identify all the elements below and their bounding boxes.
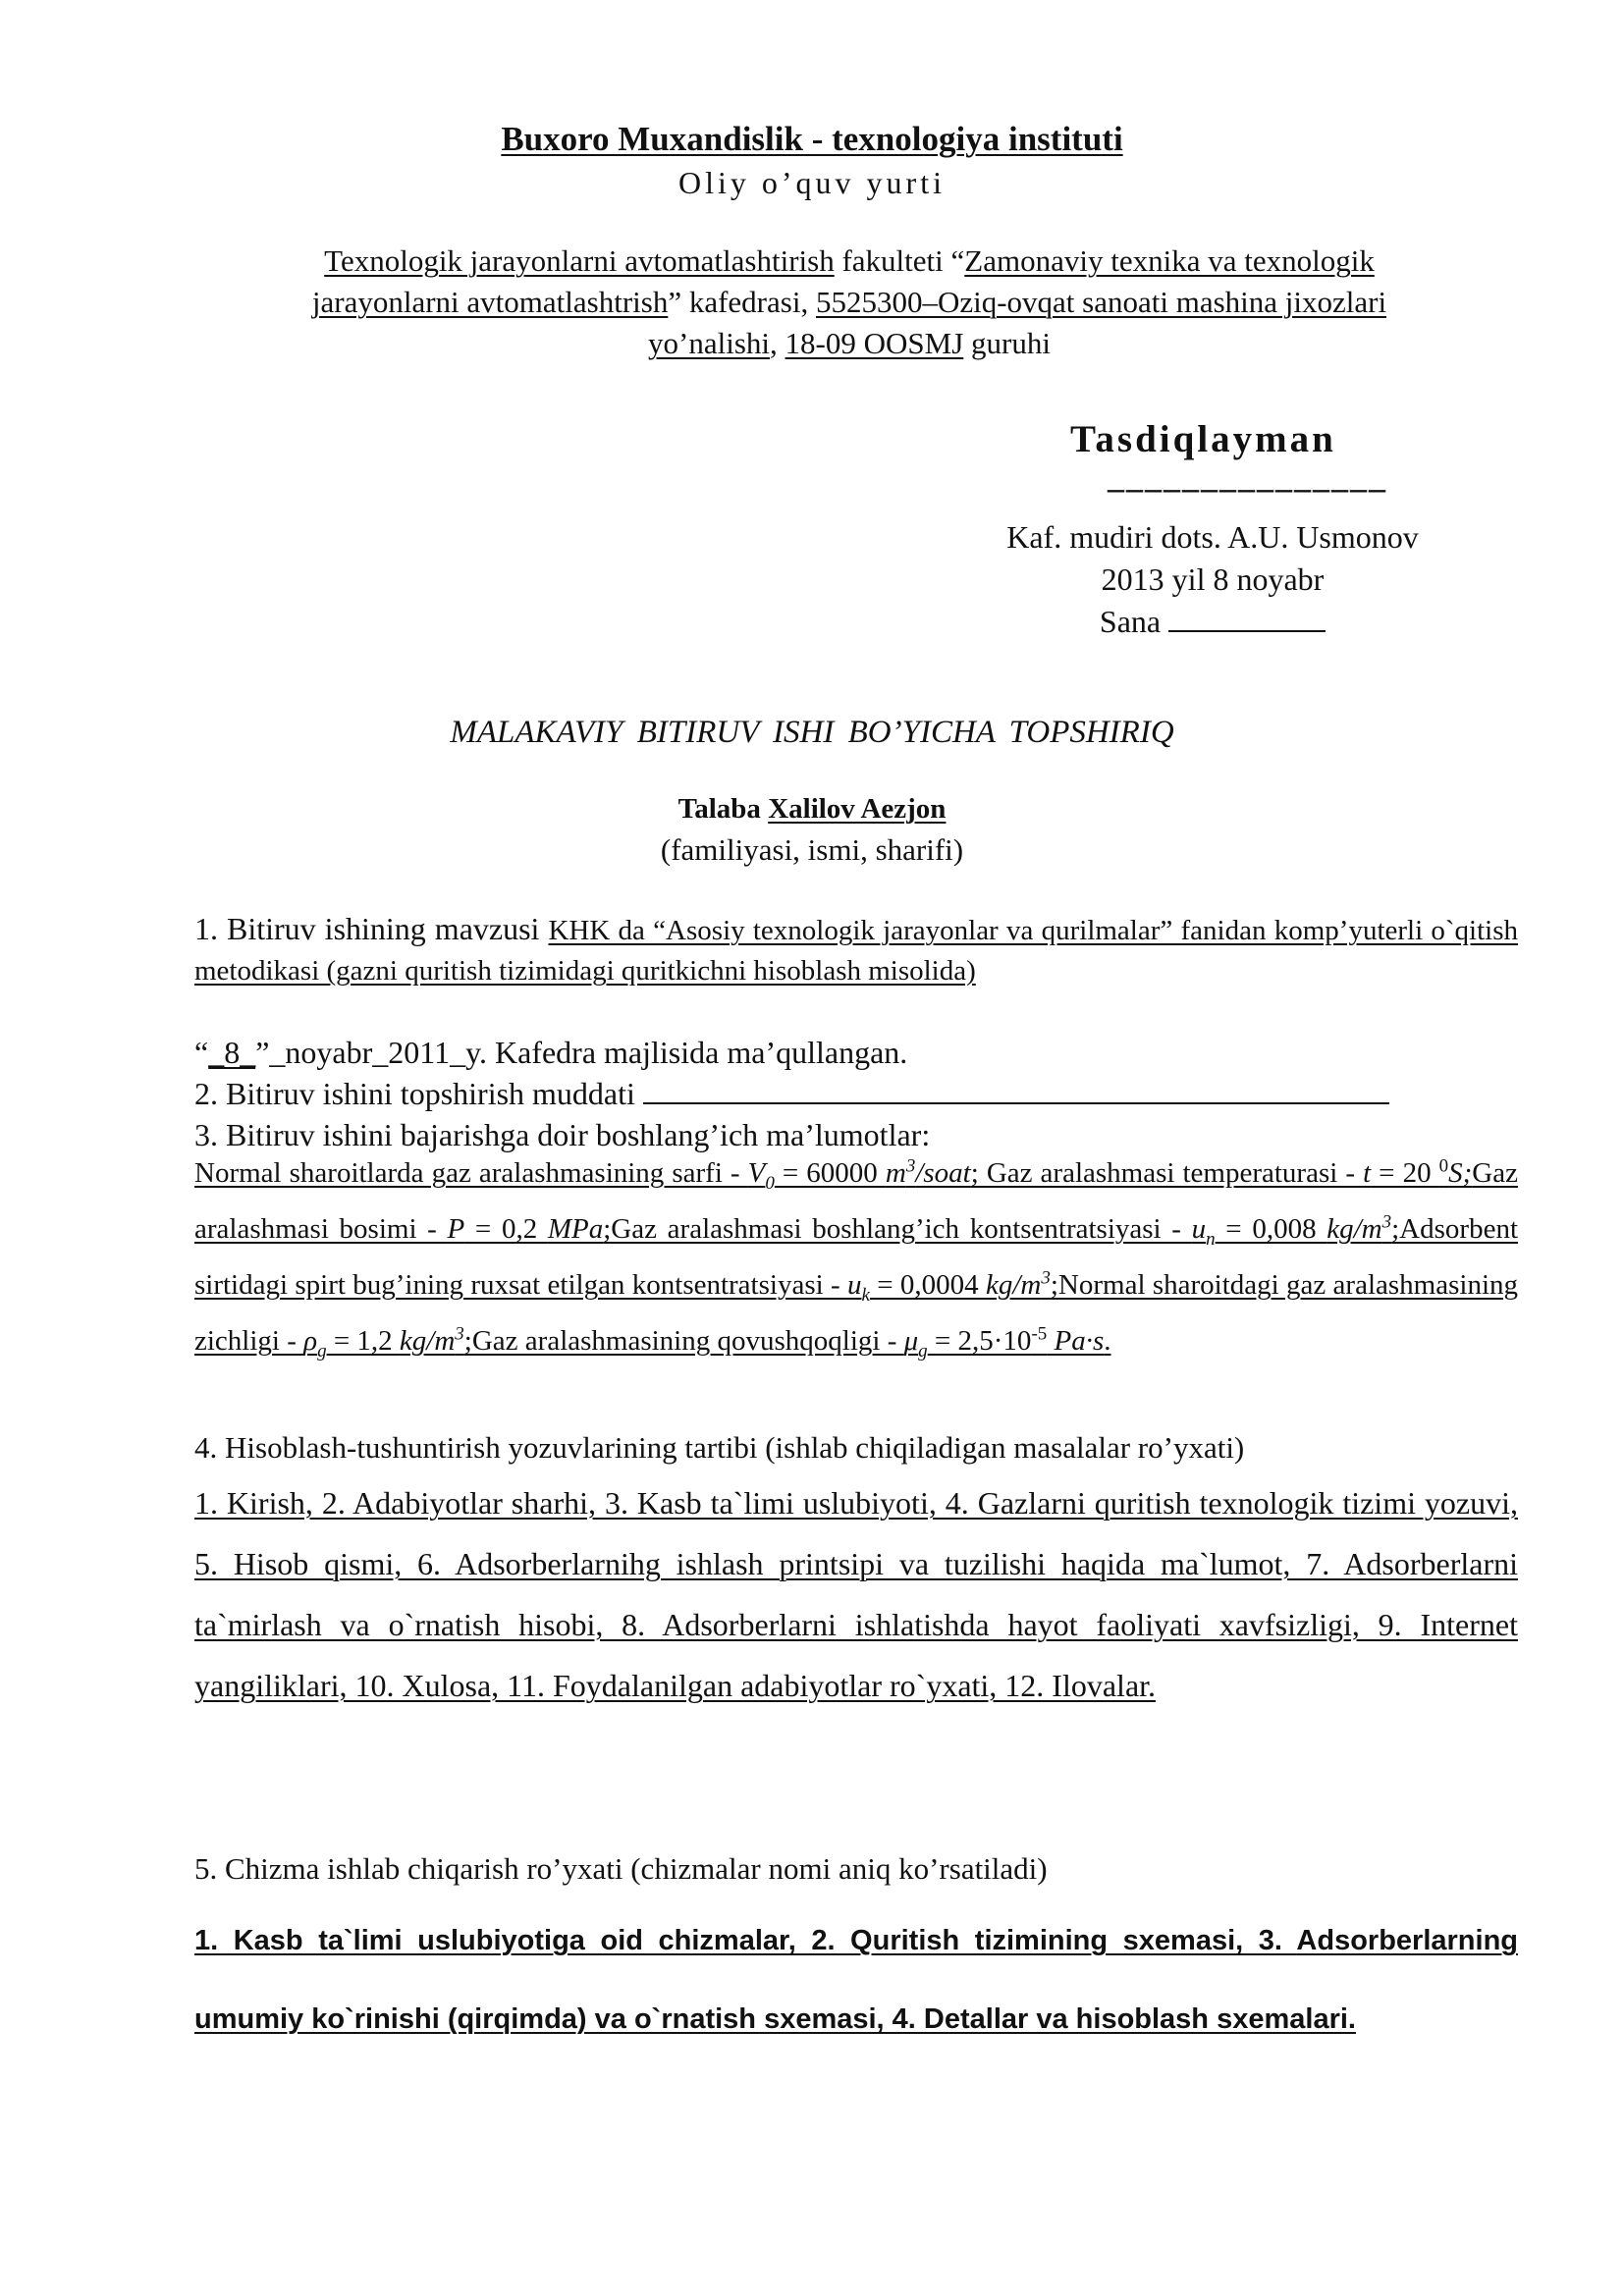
sec3-rho-value: = 1,2 (326, 1325, 400, 1357)
student-caption: (familiyasi, ismi, sharifi) (660, 832, 964, 867)
sec3-uk-symbol: u (846, 1269, 862, 1301)
student-block (0, 788, 1624, 871)
sec3-uk-sub: k (861, 1284, 870, 1306)
specialty: 5525300–Oziq-ovqat sanoati mashina jixozlari (815, 285, 1387, 319)
institute-name-text: Buxoro Muxandislik - texnologiya instituti (501, 120, 1123, 158)
sec3-un-symbol: u (1191, 1213, 1207, 1245)
sec3-text-8: . (1104, 1325, 1111, 1357)
group-code: 18-09 OOSMJ (785, 326, 964, 360)
sec3-rho-sup: 3 (455, 1323, 464, 1345)
sana-field (1168, 607, 1326, 632)
sec3-mu-sup: -5 (1031, 1323, 1048, 1345)
sec3-un-value: = 0,008 (1215, 1213, 1327, 1245)
section-5-content-b: Adsorberlarning umumiy ko`rinishi (qirqimda) va o`rnatish sxemasi, 4. Detallar va hisoblash sxemalari. (194, 1925, 1518, 2035)
sec3-v0-unit-sup: 3 (905, 1155, 916, 1177)
sec3-text-6: ;Normal sharoitdagi gaz aralashmasining zichligi - (194, 1269, 1519, 1357)
approved-day: _8_ (208, 1035, 256, 1070)
section-2 (194, 1073, 1518, 1114)
section-4-lead: 4. Hisoblash-tushuntirish yozuvlarining tartibi (ishlab chiqiladigan masalalar ro’yxati) (194, 1430, 1245, 1465)
institute-name (0, 120, 1624, 159)
sec3-v0-value: = 60000 (774, 1157, 886, 1189)
sec3-mu-unit: Pa·s (1054, 1325, 1105, 1357)
sec3-rho-unit: kg/m (399, 1325, 456, 1357)
section-5-content (194, 1901, 1518, 2058)
document-title: MALAKAVIY BITIRUV ISHI BO’YICHA TOPSHIRIQ (450, 715, 1174, 750)
sana-row (967, 601, 1458, 643)
section-3-data (194, 1146, 1518, 1369)
sec3-t-symbol: t (1363, 1157, 1372, 1189)
sec3-text-7: ;Gaz aralashmasining qovushqoqligi - (463, 1325, 904, 1357)
specialty-2: yo’nalishi (648, 326, 771, 360)
student-row (0, 788, 1624, 829)
approval-title: Tasdiqlayman (1070, 418, 1336, 460)
sec3-un-unit: kg/m (1326, 1213, 1382, 1245)
sec3-uk-unit: kg/m (985, 1269, 1042, 1301)
section-5-content-a: 1. Kasb ta`limi uslubiyotiga oid chizmalar, 2. Quritish tizimining sxemasi, 3. (194, 1925, 1297, 1956)
sec3-v0-unit-rest: /soat (915, 1157, 971, 1189)
section-4-content: 1. Kirish, 2. Adabiyotlar sharhi, 3. Kasb ta`limi uslubiyoti, 4. Gazlarni quritish texnologik tizimi yozuvi, 5. Hisob qismi, 6. Adsorberlarnihg ishlash printsipi va tuzilishi haqida ma`lumot, 7. Adsorberlarni ta`mirlash va o`rnatish hisobi, 8. Adsorberlarni ishlatishda hayot faoliyati xavfsizligi, 9. Internet yangiliklari, 10. Xulosa, 11. Foydalanilgan adabiyotlar ro`yxati, 12. Ilovalar. (194, 1485, 1518, 1703)
section-3-lead: 3. Bitiruv ishini bajarishga doir boshlang’ich ma’lumotlar: (194, 1117, 931, 1152)
approval-block (967, 516, 1458, 643)
section-5-lead: 5. Chizma ishlab chiqarish ro’yxati (chizmalar nomi aniq ko’rsatiladi) (194, 1851, 1048, 1886)
sec3-v0-sub: 0 (765, 1172, 775, 1194)
section-1-lead: 1. Bitiruv ishining mavzusi (194, 911, 549, 946)
approval-date: 2013 yil 8 noyabr (1101, 561, 1325, 597)
sec3-text-3: Gaz aralashmasi bosimi - (194, 1157, 1518, 1245)
sec3-un-sub: n (1206, 1228, 1216, 1250)
student-name: Xalilov Aezjon (768, 793, 947, 825)
faculty-block (231, 240, 1468, 364)
university-type: Oliy o’quv yurti (678, 165, 946, 200)
sec3-v0-symbol: V (747, 1157, 766, 1189)
approved-line (194, 1032, 1518, 1073)
group-word: guruhi (963, 326, 1051, 360)
department-name-1: Zamonaviy texnika va texnologik (964, 243, 1375, 278)
signature-line: _______________ (1108, 459, 1387, 496)
sec3-v0-unit: m (885, 1157, 906, 1189)
sec3-text-4: ;Gaz aralashmasi boshlang’ich kontsentratsiyasi - (603, 1213, 1192, 1245)
sec3-mu-sub: g (918, 1340, 928, 1362)
department-head: Kaf. mudiri dots. A.U. Usmonov (1006, 519, 1419, 555)
sec3-p-unit: MPa (547, 1213, 604, 1245)
sec3-rho-symbol: ρ (303, 1325, 318, 1357)
sec3-text-1: Normal sharoitlarda gaz aralashmasining sarfi - (194, 1157, 748, 1189)
section-1-topic: KHK da “Asosiy texnologik jarayonlar va qurilmalar” fanidan komp’yuterli o`qitish metodikasi (gazni quritish tizimidagi quritkichni hisoblash misolida) (194, 915, 1519, 987)
sec3-t-value: = 20 (1371, 1157, 1439, 1189)
approved-rest: ”_noyabr_2011_y. Kafedra majlisida ma’qullangan. (255, 1035, 908, 1070)
department-word: ” kafedrasi, (668, 285, 816, 319)
sec3-un-sup: 3 (1381, 1211, 1392, 1233)
sections-2-3-head (194, 1032, 1518, 1155)
deadline-field (643, 1075, 1389, 1104)
sec3-rho-sub: g (317, 1340, 327, 1362)
sec3-t-sup: 0 (1438, 1155, 1449, 1177)
department-name-2: jarayonlarni avtomatlashtrish (311, 285, 669, 319)
faculty-word: fakulteti “ (834, 243, 965, 278)
sec3-text-2: ; Gaz aralashmasi temperaturasi - (970, 1157, 1364, 1189)
sec3-t-unit: S; (1448, 1157, 1473, 1189)
sec3-mu-symbol: μ (903, 1325, 919, 1357)
section-1 (194, 910, 1518, 990)
sana-label: Sana (1099, 604, 1169, 639)
section-2-lead: 2. Bitiruv ishini topshirish muddati (194, 1076, 643, 1111)
group-separator: , (770, 326, 785, 360)
faculty-name: Texnologik jarayonlarni avtomatlashtirish (324, 243, 835, 278)
sec3-uk-value: = 0,0004 (869, 1269, 986, 1301)
sec3-text-5: ;Adsorbent sirtidagi spirt bug’ining ruxsat etilgan kontsentratsiyasi - (194, 1213, 1518, 1301)
student-label: Talaba (677, 793, 769, 825)
approved-quote: “ (194, 1035, 209, 1070)
sec3-p-value: = 0,2 (464, 1213, 548, 1245)
sec3-mu-value: = 2,5·10 (927, 1325, 1032, 1357)
sec3-uk-sup: 3 (1041, 1267, 1051, 1289)
sec3-p-symbol: P (447, 1213, 465, 1245)
